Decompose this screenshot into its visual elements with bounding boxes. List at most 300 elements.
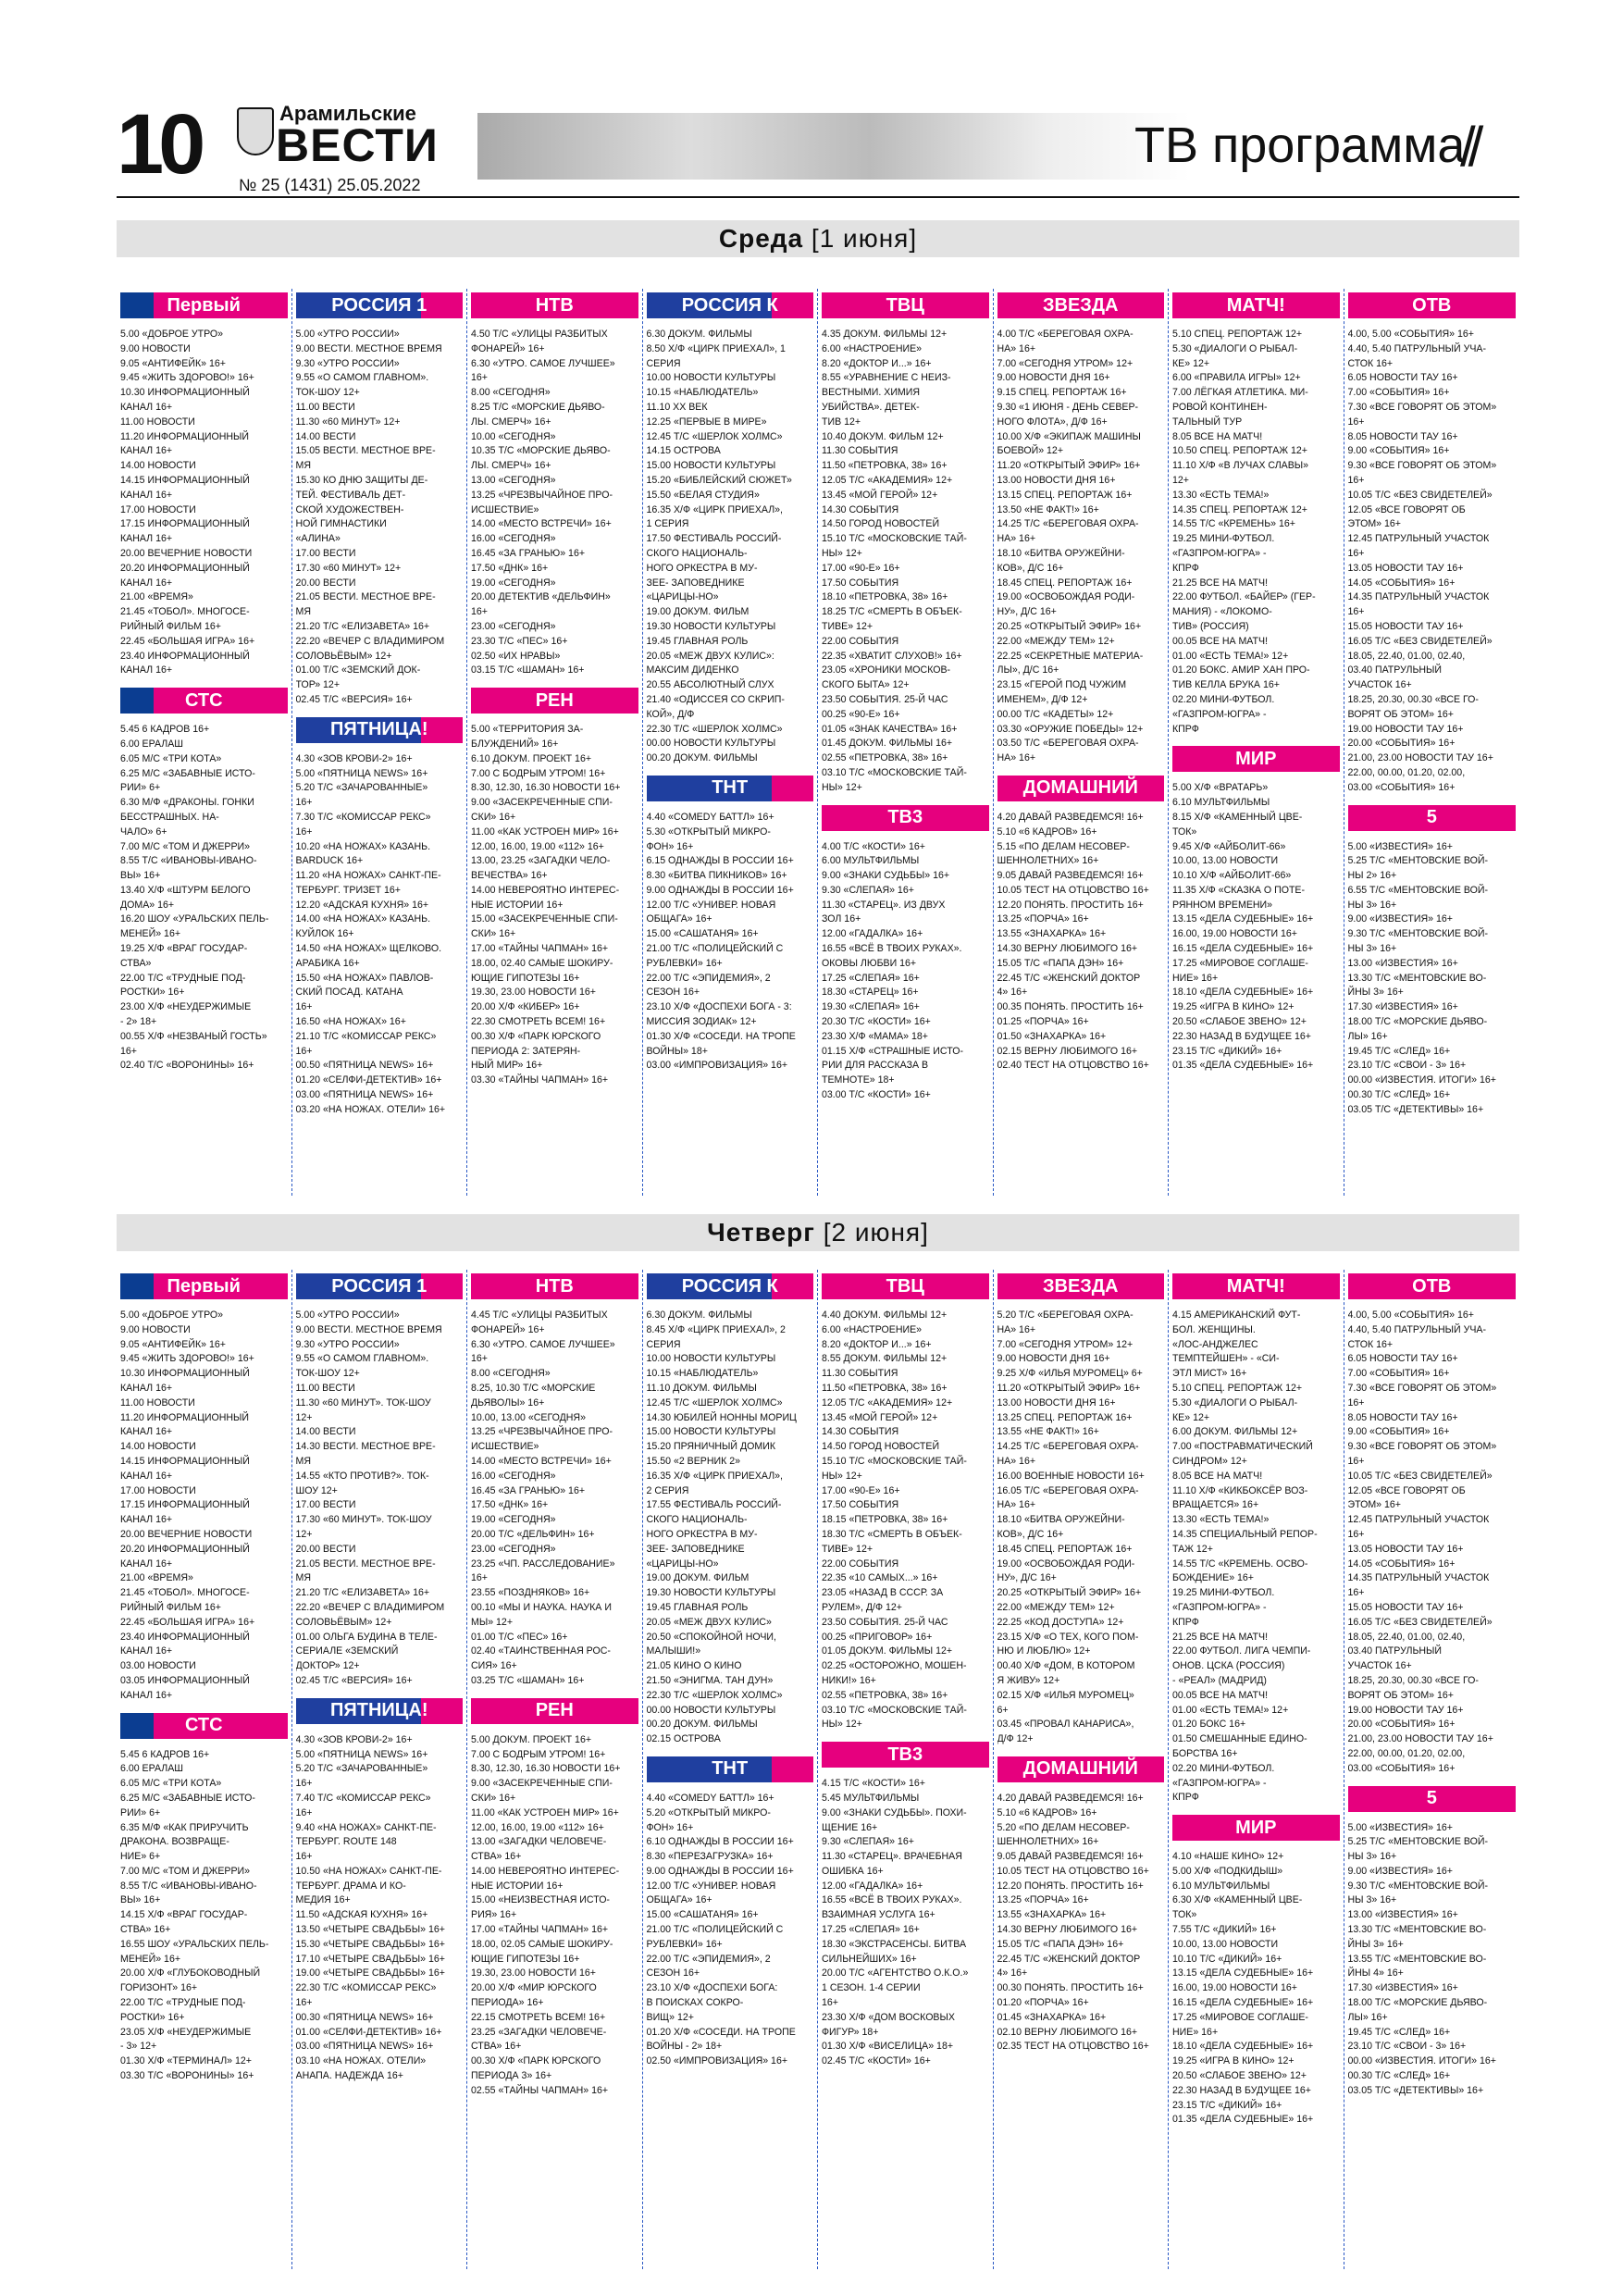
program-line: 12.05 Т/С «АКАДЕМИЯ» 12+	[822, 1396, 953, 1409]
channel-logo	[1348, 1786, 1517, 1812]
program-line: 14.05 «СОБЫТИЯ» 16+	[1347, 1558, 1456, 1570]
channel-column	[1169, 1270, 1344, 2269]
program-line: КАНАЛ 16+	[120, 533, 173, 545]
program-line: 02.45 Т/С «ВЕРСИЯ» 16+	[295, 693, 413, 705]
program-line: 5.00 «ИЗВЕСТИЯ» 16+	[1347, 840, 1453, 852]
program-line: 16.05 Т/С «БЕЗ СВИДЕТЕЛЕЙ»	[1347, 1616, 1493, 1628]
program-line: НЫ 3» 16+	[1347, 943, 1397, 955]
program-line: 03.00 «ПЯТНИЦА NEWS» 16+	[295, 1089, 434, 1101]
program-line: НЫ» 12+	[822, 1470, 862, 1482]
channel-name: Первый	[167, 1275, 241, 1297]
program-line: Д/Ф 12+	[997, 1733, 1034, 1745]
program-line: 8.05 ВСЕ НА МАТЧ!	[1172, 1470, 1263, 1482]
program-line: 22.30 Т/С «ШЕРЛОК ХОЛМС»	[646, 723, 783, 735]
channel-logo	[296, 292, 464, 318]
program-line: 01.00 ОЛЬГА БУДИНА В ТЕЛЕ-	[295, 1631, 438, 1643]
program-line: 00.00 «ИЗВЕСТИЯ. ИТОГИ» 16+	[1347, 2055, 1496, 2067]
program-line: 14.30 СОБЫТИЯ	[822, 503, 899, 515]
program-line: 20.00 ДЕТЕКТИВ «ДЕЛЬФИН»	[471, 591, 611, 603]
program-line: 00.10 «МЫ И НАУКА. НАУКА И	[471, 1601, 612, 1613]
program-line: 22.00 ФУТБОЛ. «БАЙЕР» (ГЕР-	[1172, 591, 1316, 603]
program-line: 9.40 «НА НОЖАХ» САНКТ-ПЕ-	[295, 1821, 437, 1833]
program-line: 6.05 НОВОСТИ ТАУ 16+	[1347, 372, 1458, 384]
program-line: 01.15 Х/Ф «СТРАШНЫЕ ИСТО-	[822, 1045, 963, 1057]
channel-logo	[1348, 1273, 1517, 1299]
program-line: 14.00 ВЕСТИ	[295, 1426, 356, 1438]
program-line: 18.30 «ЭКСТРАСЕНСЫ. БИТВА	[822, 1938, 967, 1950]
program-line: ИМЕНЕМ», Д/Ф 12+	[997, 693, 1088, 705]
program-line: 23.55 «ПОЗДНЯКОВ» 16+	[471, 1587, 590, 1599]
program-line: ЧАЛО» 6+	[120, 825, 167, 838]
program-list	[1172, 328, 1340, 737]
program-line: 4.20 ДАВАЙ РАЗВЕДЕМСЯ! 16+	[997, 1792, 1144, 1804]
program-line: 23.00 «СЕГОДНЯ»	[471, 1543, 556, 1555]
program-line: 19.25 МИНИ-ФУТБОЛ.	[1172, 1587, 1275, 1599]
program-line: ТЕРБУРГ. ТРИЗЕТ 16+	[295, 884, 401, 896]
program-line: 23.15 Х/Ф «О ТЕХ, КОГО ПОМ-	[997, 1631, 1139, 1643]
program-line: 22.25 «КОД ДОСТУПА» 12+	[997, 1616, 1124, 1628]
program-line: 4.50 Т/С «УЛИЦЫ РАЗБИТЫХ	[471, 329, 608, 340]
program-line: 18.45 СПЕЦ. РЕПОРТАЖ 16+	[997, 1543, 1133, 1555]
program-line: РОСТКИ» 16+	[120, 2011, 185, 2023]
program-line: 5.00 Х/Ф «ВРАТАРЬ»	[1172, 782, 1269, 794]
program-line: 5.20 Т/С «ЗАЧАРОВАННЫЕ»	[295, 782, 428, 794]
program-line: 16+	[471, 1572, 488, 1584]
program-line: 17.15 ИНФОРМАЦИОННЫЙ	[120, 1499, 250, 1511]
program-line: 16.45 «ЗА ГРАНЬЮ» 16+	[471, 547, 586, 559]
program-line: 01.30 Х/Ф «СОСЕДИ. НА ТРОПЕ	[646, 1030, 796, 1042]
program-line: 02.45 Т/С «ВЕРСИЯ» 16+	[295, 1674, 413, 1686]
program-line: ВЕСТНЫМИ. ХИМИЯ	[822, 387, 921, 399]
program-line: 7.30 Т/С «КОМИССАР РЕКС»	[295, 811, 431, 823]
program-line: НИКИ!» 16+	[822, 1674, 876, 1686]
program-line: 16+	[1347, 1455, 1365, 1467]
program-line: ФОН» 16+	[646, 1821, 694, 1833]
program-line: НУ», Д/С 16+	[997, 1572, 1057, 1584]
program-line: 16+	[295, 1045, 313, 1057]
program-line: 23.00 «СЕГОДНЯ»	[471, 620, 556, 632]
program-line: 8.05 НОВОСТИ ТАУ 16+	[1347, 1411, 1458, 1423]
channel-name: РОССИЯ К	[681, 1275, 778, 1297]
program-line: 17.30 «60 МИНУТ». ТОК-ШОУ	[295, 1514, 432, 1526]
program-line: 15.20 ПРЯНИЧНЫЙ ДОМИК	[646, 1441, 775, 1453]
program-line: ЙНЫ 3» 16+	[1347, 1938, 1404, 1950]
program-line: КОВ», Д/С 16+	[997, 1528, 1064, 1540]
program-line: 22.30 СМОТРЕТЬ ВСЕМ! 16+	[471, 1016, 606, 1028]
program-line: 6.10 МУЛЬТФИЛЬМЫ	[1172, 797, 1270, 809]
program-line: 02.25 «ОСТОРОЖНО, МОШЕН-	[822, 1660, 967, 1672]
program-list	[1348, 840, 1517, 1118]
program-line: 16+	[295, 797, 313, 809]
program-line: 22.35 «10 САМЫХ...» 16+	[822, 1572, 938, 1584]
program-line: 4.15 Т/С «КОСТИ» 16+	[822, 1778, 925, 1790]
program-line: 22.00 Т/С «ЭПИДЕМИЯ», 2	[646, 972, 771, 984]
program-line: 11.10 ДОКУМ. ФИЛЬМЫ	[646, 1382, 757, 1394]
program-line: 00.55 Х/Ф «НЕЗВАНЫЙ ГОСТЬ»	[120, 1030, 267, 1042]
program-line: 6.25 М/С «ЗАБАВНЫЕ ИСТО-	[120, 1792, 255, 1804]
program-line: 9.00 «ЗАСЕКРЕЧЕННЫЕ СПИ-	[471, 1778, 613, 1790]
program-line: 01.25 «ПОРЧА» 16+	[997, 1016, 1089, 1028]
program-line: 5.20 Т/С «ЗАЧАРОВАННЫЕ»	[295, 1763, 428, 1775]
program-line: 23.15 Т/С «ДИКИЙ» 16+	[1172, 2099, 1282, 2111]
program-line: 5.25 Т/С «МЕНТОВСКИЕ ВОЙ-	[1347, 1836, 1488, 1848]
program-line: 6.10 МУЛЬТФИЛЬМЫ	[1172, 1880, 1270, 1892]
program-line: 11.50 «ПЕТРОВКА, 38» 16+	[822, 460, 948, 472]
program-line: 5.00 ДОКУМ. ПРОЕКТ 16+	[471, 1733, 592, 1745]
program-line: 10.00 НОВОСТИ КУЛЬТУРЫ	[646, 372, 776, 384]
header-photo	[477, 113, 1190, 180]
program-line: 14.00 «НА НОЖАХ» КАЗАНЬ.	[295, 913, 431, 925]
channel-logo	[822, 1742, 989, 1768]
program-line: 01.50 СМЕШАННЫЕ ЕДИНО-	[1172, 1733, 1307, 1745]
program-line: ТЕМПТЕЙШЕН» - «СИ-	[1172, 1353, 1280, 1365]
program-line: ЩЕНИЕ 16+	[822, 1821, 878, 1833]
program-line: 7.00 «ПОСТРАВМАТИЧЕСКИЙ	[1172, 1441, 1313, 1453]
program-line: ЙНЫ 3» 16+	[1347, 987, 1404, 999]
channel-logo	[647, 292, 814, 318]
program-line: 13.55 «НЕ ФАКТ!» 16+	[997, 1426, 1099, 1438]
program-line: НОГО ОРКЕСТРА В МУ-	[646, 562, 758, 574]
program-line: 4.00, 5.00 «СОБЫТИЯ» 16+	[1347, 1309, 1474, 1321]
program-line: 15.20 «БИБЛЕЙСКИЙ СЮЖЕТ»	[646, 474, 792, 486]
program-line: 19.00 НОВОСТИ ТАУ 16+	[1347, 1704, 1464, 1716]
program-line: 22.00 СОБЫТИЯ	[822, 635, 899, 647]
program-line: 17.10 «ЧЕТЫРЕ СВАДЬБЫ» 16+	[295, 1953, 445, 1965]
program-line: ПЕРИОДА» 16+	[471, 1997, 544, 2009]
program-line: 22.20 «ВЕЧЕР С ВЛАДИМИРОМ	[295, 635, 445, 647]
program-line: 22.35 «ХВАТИТ СЛУХОВ!» 16+	[822, 650, 962, 662]
channel-column	[1169, 289, 1344, 1196]
program-line: 7.30 «ВСЕ ГОВОРЯТ ОБ ЭТОМ»	[1347, 1382, 1497, 1394]
program-line: 16+	[1347, 547, 1365, 559]
program-line: 14.30 ВЕРНУ ЛЮБИМОГО 16+	[997, 943, 1138, 955]
program-line: 9.30 «УТРО РОССИИ»	[295, 357, 400, 369]
program-line: 9.30 «ВСЕ ГОВОРЯТ ОБ ЭТОМ»	[1347, 1441, 1497, 1453]
program-line: 6.30 ДОКУМ. ФИЛЬМЫ	[646, 329, 752, 340]
header-rule	[117, 196, 1519, 198]
program-line: 9.00 ВЕСТИ. МЕСТНОЕ ВРЕМЯ	[295, 1323, 442, 1335]
program-line: ЗЕЕ- ЗАПОВЕДНИКЕ	[646, 577, 745, 589]
program-line: 00.30 Х/Ф «ПАРК ЮРСКОГО	[471, 2055, 601, 2067]
program-line: 6.00 «ПРАВИЛА ИГРЫ» 12+	[1172, 372, 1301, 384]
day-date: [1 июня]	[811, 224, 918, 253]
program-line: 15.50 «БЕЛАЯ СТУДИЯ»	[646, 489, 760, 501]
program-line: 4.40, 5.40 ПАТРУЛЬНЫЙ УЧА-	[1347, 1323, 1486, 1335]
program-line: 13.25 «ПОРЧА» 16+	[997, 913, 1089, 925]
channel-column	[117, 289, 292, 1196]
program-line: ФОНАРЕЙ» 16+	[471, 1323, 545, 1335]
program-line: 22.45 Т/С «ЖЕНСКИЙ ДОКТОР	[997, 1953, 1141, 1965]
program-line: КАНАЛ 16+	[120, 401, 173, 413]
program-list	[997, 1309, 1165, 1747]
program-line: НИЕ» 6+	[120, 1851, 161, 1863]
program-line: 5.10 СПЕЦ. РЕПОРТАЖ 12+	[1172, 329, 1303, 340]
program-line: 00.25 «ПРИГОВОР» 16+	[822, 1631, 933, 1643]
program-line: 16+	[822, 1997, 838, 2009]
program-line: 9.30 Т/С «МЕНТОВСКИЕ ВОЙ-	[1347, 928, 1488, 940]
program-line: ТАЖ 12+	[1172, 1543, 1213, 1555]
program-line: МЯ	[295, 606, 311, 618]
program-line: 16.05 Т/С «БЕЗ СВИДЕТЕЛЕЙ»	[1347, 635, 1493, 647]
program-line: 12.00, 16.00, 19.00 «112» 16+	[471, 840, 604, 852]
program-line: 03.50 Т/С «БЕРЕГОВАЯ ОХРА-	[997, 738, 1139, 750]
program-line: 00.30 ПОНЯТЬ. ПРОСТИТЬ 16+	[997, 1982, 1144, 1994]
program-line: 19.30 НОВОСТИ КУЛЬТУРЫ	[646, 1587, 776, 1599]
program-line: 14.15 Х/Ф «ВРАГ ГОСУДАР-	[120, 1909, 248, 1921]
program-line: 13.15 СПЕЦ. РЕПОРТАЖ 16+	[997, 489, 1133, 501]
program-line: КЕ» 12+	[1172, 1411, 1210, 1423]
program-line: НЫ 2» 16+	[1347, 870, 1397, 882]
program-line: 11.20 «ОТКРЫТЫЙ ЭФИР» 16+	[997, 460, 1141, 472]
program-line: СИНДРОМ» 12+	[1172, 1455, 1247, 1467]
program-line: 15.50 «НА НОЖАХ» ПАВЛОВ-	[295, 972, 434, 984]
program-line: 13.40 Х/Ф «ШТУРМ БЕЛОГО	[120, 884, 251, 896]
program-line: 20.00 ВЕСТИ	[295, 577, 356, 589]
program-line: 19.00 «ЧЕТЫРЕ СВАДЬБЫ» 16+	[295, 1967, 445, 1980]
program-line: КЕ» 12+	[1172, 357, 1210, 369]
channel-logo	[296, 717, 464, 743]
program-line: 18.30 Т/С «СМЕРТЬ В ОБЪЕК-	[822, 1528, 962, 1540]
program-line: BARDUCK 16+	[295, 855, 364, 867]
program-line: 8.30 «ПЕРЕЗАГРУЗКА» 16+	[646, 1851, 774, 1863]
channel-name: ТНТ	[712, 1758, 749, 1780]
program-line: МЕНЕЙ» 16+	[120, 928, 181, 940]
program-line: «ГАЗПРОМ-ЮГРА» -	[1172, 1601, 1267, 1613]
program-line: ТИВ» (РОССИЯ)	[1172, 620, 1249, 632]
program-line: 22.00 «МЕЖДУ ТЕМ» 12+	[997, 1601, 1115, 1613]
program-line: НЫ» 12+	[822, 547, 862, 559]
program-line: ВЕЧЕСТВА» 16+	[471, 870, 548, 882]
program-line: 9.00 НОВОСТИ ДНЯ 16+	[997, 1353, 1110, 1365]
program-line: 8.25 Т/С «МОРСКИЕ ДЬЯВО-	[471, 401, 605, 413]
program-line: 6.30 М/Ф «ДРАКОНЫ. ГОНКИ	[120, 797, 254, 809]
issue-info: № 25 (1431) 25.05.2022	[239, 176, 421, 194]
program-line: СТВА» 16+	[120, 1924, 171, 1936]
program-line: НА» 16+	[997, 752, 1036, 764]
program-line: 13.15 «ДЕЛА СУДЕБНЫЕ» 16+	[1172, 913, 1314, 925]
program-line: ТОК»	[1172, 1909, 1197, 1921]
program-list	[296, 1309, 464, 1689]
program-line: 20.00 Х/Ф «ГЛУБОКОВОДНЫЙ	[120, 1967, 261, 1980]
program-line: БОРСТВА 16+	[1172, 1747, 1238, 1759]
channel-name: ТВЦ	[886, 1275, 924, 1297]
program-line: КАНАЛ 16+	[120, 577, 173, 589]
channel-name: МАТЧ!	[1226, 294, 1285, 316]
program-line: 11.10 Х/Ф «В ЛУЧАХ СЛАВЫ»	[1172, 460, 1309, 472]
program-line: 6.10 ОДНАЖДЫ В РОССИИ 16+	[646, 1836, 794, 1848]
program-line: 14.00 НОВОСТИ	[120, 460, 196, 472]
program-line: 14.30 ЮБИЛЕЙ НОННЫ МОРИЦ	[646, 1411, 797, 1423]
program-line: ТОК-ШОУ 12+	[295, 1368, 360, 1380]
program-line: 8.00 «СЕГОДНЯ»	[471, 387, 551, 399]
program-line: 9.00 «ИЗВЕСТИЯ» 16+	[1347, 913, 1453, 925]
program-line: ОНОВ. ЦСКА (РОССИЯ)	[1172, 1660, 1285, 1672]
coat-of-arms-icon	[237, 107, 274, 155]
program-line: 11.00 ВЕСТИ	[295, 1382, 355, 1394]
program-line: 20.00 Т/С «АГЕНТСТВО О.К.О.»	[822, 1967, 969, 1980]
program-line: 6.00 «НАСТРОЕНИЕ»	[822, 1323, 923, 1335]
program-line: 22.00 «МЕЖДУ ТЕМ» 12+	[997, 635, 1115, 647]
program-line: 20.55 АБСОЛЮТНЫЙ СЛУХ	[646, 679, 774, 691]
program-line: 6.05 М/С «ТРИ КОТА»	[120, 1778, 222, 1790]
program-line: 16.45 «ЗА ГРАНЬЮ» 16+	[471, 1484, 586, 1496]
program-line: СЕЗОН 16+	[646, 1967, 700, 1980]
program-line: ТЕРБУРГ. ДРАМА И КО-	[295, 1880, 406, 1892]
program-line: 13.55 «ЗНАХАРКА» 16+	[997, 1909, 1107, 1921]
program-line: 13.00 «СЕГОДНЯ»	[471, 474, 556, 486]
program-line: ТИВЕ» 12+	[822, 1543, 873, 1555]
program-line: ФОНАРЕЙ» 16+	[471, 342, 545, 354]
channel-name: ОТВ	[1412, 294, 1452, 316]
program-line: СЕРИЯ	[646, 357, 681, 369]
program-line: 15.00 НОВОСТИ КУЛЬТУРЫ	[646, 1426, 776, 1438]
channel-name: ПЯТНИЦА!	[330, 1700, 428, 1721]
program-line: НЫЙ МИР» 16+	[471, 1060, 543, 1072]
program-line: 01.05 «ЗНАК КАЧЕСТВА» 16+	[822, 723, 958, 735]
program-line: 9.00 «СОБЫТИЯ» 16+	[1347, 445, 1450, 457]
page-number: 10	[117, 97, 201, 192]
program-list	[997, 811, 1165, 1074]
program-line: 5.00 Х/Ф «ПОДКИДЫШ»	[1172, 1865, 1283, 1877]
program-line: 18.00 Т/С «МОРСКИЕ ДЬЯВО-	[1347, 1997, 1488, 2009]
program-line: БОЛ. ЖЕНЩИНЫ.	[1172, 1323, 1256, 1335]
program-line: СТВА» 16+	[471, 2041, 522, 2053]
program-line: 14.15 ИНФОРМАЦИОННЫЙ	[120, 474, 250, 486]
program-line: 11.30 «СТАРЕЦ». ИЗ ДВУХ	[822, 899, 946, 911]
program-line: 03.40 ПАТРУЛЬНЫЙ	[1347, 664, 1443, 676]
program-line: 8.15 Х/Ф «КАМЕННЫЙ ЦВЕ-	[1172, 811, 1303, 823]
channel-name: ЗВЕЗДА	[1042, 1275, 1119, 1297]
program-line: «ГАЗПРОМ-ЮГРА» -	[1172, 547, 1267, 559]
program-line: 16+	[1347, 1528, 1365, 1540]
program-line: 16.05 Т/С «БЕРЕГОВАЯ ОХРА-	[997, 1484, 1139, 1496]
program-line: 17.25 «СЛЕПАЯ» 16+	[822, 972, 920, 984]
program-line: 17.25 «МИРОВОЕ СОГЛАШЕ-	[1172, 2011, 1308, 2023]
channel-name: РЕН	[535, 689, 574, 711]
program-line: 21.50 «ЭНИГМА. ТАН ДУН»	[646, 1674, 774, 1686]
program-line: НЫ 3» 16+	[1347, 1894, 1397, 1906]
program-line: 22.30 Т/С «ШЕРЛОК ХОЛМС»	[646, 1689, 783, 1701]
program-line: 22.30 НАЗАД В БУДУЩЕЕ 16+	[1172, 2084, 1311, 2096]
program-line: 22.30 Т/С «КОМИССАР РЕКС»	[295, 1982, 437, 1994]
program-line: 19.30 НОВОСТИ КУЛЬТУРЫ	[646, 620, 776, 632]
program-line: ЙНЫ 4» 16+	[1347, 1967, 1404, 1980]
program-line: 8.55 Т/С «ИВАНОВЫ-ИВАНО-	[120, 1880, 257, 1892]
program-line: 00.30 Х/Ф «ПАРК ЮРСКОГО	[471, 1030, 601, 1042]
channel-logo	[997, 1273, 1165, 1299]
program-line: ШЕННОЛЕТНИХ» 16+	[997, 1836, 1099, 1848]
program-line: НОГО ОРКЕСТРА В МУ-	[646, 1528, 758, 1540]
program-line: 5.10 СПЕЦ. РЕПОРТАЖ 12+	[1172, 1382, 1303, 1394]
channel-logo	[471, 1698, 638, 1724]
channel-logo	[471, 292, 638, 318]
program-line: 00.20 ДОКУМ. ФИЛЬМЫ	[646, 752, 758, 764]
program-line: КПРФ	[1172, 1792, 1199, 1804]
program-line: ИСШЕСТВИЕ»	[471, 503, 539, 515]
program-line: 18.00 Т/С «МОРСКИЕ ДЬЯВО-	[1347, 1016, 1488, 1028]
program-line: ПЕРИОДА 3» 16+	[471, 2070, 552, 2082]
program-line: 14.55 Т/С «КРЕМЕНЬ» 16+	[1172, 518, 1295, 530]
program-line: 10.15 «НАБЛЮДАТЕЛЬ»	[646, 1368, 759, 1380]
program-line: 17.50 «ДНК» 16+	[471, 1499, 549, 1511]
program-line: 4.40 «COMEDY БАТТЛ» 16+	[646, 1792, 774, 1804]
program-line: 02.35 ТЕСТ НА ОТЦОВСТВО 16+	[997, 2041, 1149, 2053]
program-line: 01.20 БОКС 16+	[1172, 1719, 1246, 1731]
program-line: РИИ» 6+	[120, 1806, 161, 1818]
program-line: 21.00, 23.00 НОВОСТИ ТАУ 16+	[1347, 752, 1493, 764]
program-line: НЫ 3» 16+	[1347, 899, 1397, 911]
program-line: ДЬЯВОЛЫ» 16+	[471, 1396, 545, 1409]
program-line: 4.45 Т/С «УЛИЦЫ РАЗБИТЫХ	[471, 1309, 608, 1321]
program-line: 14.00 «МЕСТО ВСТРЕЧИ» 16+	[471, 518, 612, 530]
program-line: 22.45 «БОЛЬШАЯ ИГРА» 16+	[120, 635, 255, 647]
program-line: 16.15 «ДЕЛА СУДЕБНЫЕ» 16+	[1172, 943, 1314, 955]
program-line: 13.00 НОВОСТИ ДНЯ 16+	[997, 474, 1116, 486]
program-line: 12.00, 16.00, 19.00 «112» 16+	[471, 1821, 604, 1833]
program-line: 12.45 Т/С «ШЕРЛОК ХОЛМС»	[646, 430, 783, 442]
program-line: 1 СЕЗОН. 1-4 СЕРИИ	[822, 1982, 921, 1994]
program-line: МЯ	[295, 460, 311, 472]
program-line: 01.20 БОКС. АМИР ХАН ПРО-	[1172, 664, 1310, 676]
program-line: ДОКТОР» 12+	[295, 1660, 360, 1672]
program-line: 6.30 «УТРО. САМОЕ ЛУЧШЕЕ»	[471, 357, 615, 369]
program-line: ДРАКОНА. ВОЗВРАЩЕ-	[120, 1836, 229, 1848]
program-line: 7.00 С БОДРЫМ УТРОМ! 16+	[471, 767, 606, 779]
channel-name: НТВ	[535, 294, 574, 316]
program-line: 8.30, 12.30, 16.30 НОВОСТИ 16+	[471, 782, 621, 794]
program-line: 14.35 СПЕЦ. РЕПОРТАЖ 12+	[1172, 503, 1307, 515]
program-line: 01.35 «ДЕЛА СУДЕБНЫЕ» 16+	[1172, 2114, 1314, 2126]
program-line: ЭТЛ МИСТ» 16+	[1172, 1368, 1247, 1380]
program-line: 23.40 ИНФОРМАЦИОННЫЙ	[120, 1631, 250, 1643]
program-line: 5.00 «УТРО РОССИИ»	[295, 329, 400, 340]
program-line: ВИЩ» 12+	[646, 2011, 694, 2023]
program-line: 13.50 «ЧЕТЫРЕ СВАДЬБЫ» 16+	[295, 1924, 445, 1936]
program-line: ЮЩИЕ ГИПОТЕЗЫ 16+	[471, 972, 580, 984]
program-line: 12+	[1172, 474, 1189, 486]
program-line: 14.35 ПАТРУЛЬНЫЙ УЧАСТОК	[1347, 591, 1490, 603]
channel-name: РОССИЯ 1	[331, 1275, 427, 1297]
program-line: 22.00 ФУТБОЛ. ЛИГА ЧЕМПИ-	[1172, 1645, 1311, 1657]
program-line: 13.00 «ЗАГАДКИ ЧЕЛОВЕЧЕ-	[471, 1836, 607, 1848]
program-line: 16+	[1347, 606, 1365, 618]
program-line: 11.00 НОВОСТИ	[120, 416, 195, 428]
program-line: 02.10 ВЕРНУ ЛЮБИМОГО 16+	[997, 2026, 1138, 2038]
channel-name: ТВ3	[887, 807, 923, 827]
program-line: ЛЫ» 16+	[1347, 2011, 1388, 2023]
program-line: 22.00, 00.00, 01.20, 02.00,	[1347, 1747, 1466, 1759]
program-line: 22.00 Т/С «ТРУДНЫЕ ПОД-	[120, 1997, 246, 2009]
program-line: 03.00 «ПЯТНИЦА NEWS» 16+	[295, 2041, 434, 2053]
program-line: 18.05, 22.40, 01.00, 02.40,	[1347, 1631, 1466, 1643]
schedule-grid-thursday	[117, 1270, 1519, 2269]
program-line: 20.05 «МЕЖ ДВУХ КУЛИС»:	[646, 650, 774, 662]
program-line: 01.45 ДОКУМ. ФИЛЬМЫ 16+	[822, 738, 953, 750]
program-line: 19.30, 23.00 НОВОСТИ 16+	[471, 1967, 596, 1980]
program-line: 03.00 «СОБЫТИЯ» 16+	[1347, 1762, 1456, 1774]
program-line: 6.00 ЕРАЛАШ	[120, 738, 184, 750]
program-line: 16.00, 19.00 НОВОСТИ 16+	[1172, 1982, 1297, 1994]
program-line: 13.00 «ИЗВЕСТИЯ» 16+	[1347, 957, 1458, 969]
program-line: 13.25 СПЕЦ. РЕПОРТАЖ 16+	[997, 1411, 1133, 1423]
channel-logo	[1348, 805, 1517, 831]
program-line: 9.55 «О САМОМ ГЛАВНОМ».	[295, 1353, 429, 1365]
program-line: 03.10 «НА НОЖАХ. ОТЕЛИ»	[295, 2055, 427, 2067]
program-line: ТИВ КЕЛЛА БРУКА 16+	[1172, 679, 1280, 691]
program-line: 20.20 ИНФОРМАЦИОННЫЙ	[120, 562, 250, 574]
program-line: 21.00 «ВРЕМЯ»	[120, 1572, 193, 1584]
program-line: РЯННОМ ВРЕМЕНИ»	[1172, 899, 1273, 911]
